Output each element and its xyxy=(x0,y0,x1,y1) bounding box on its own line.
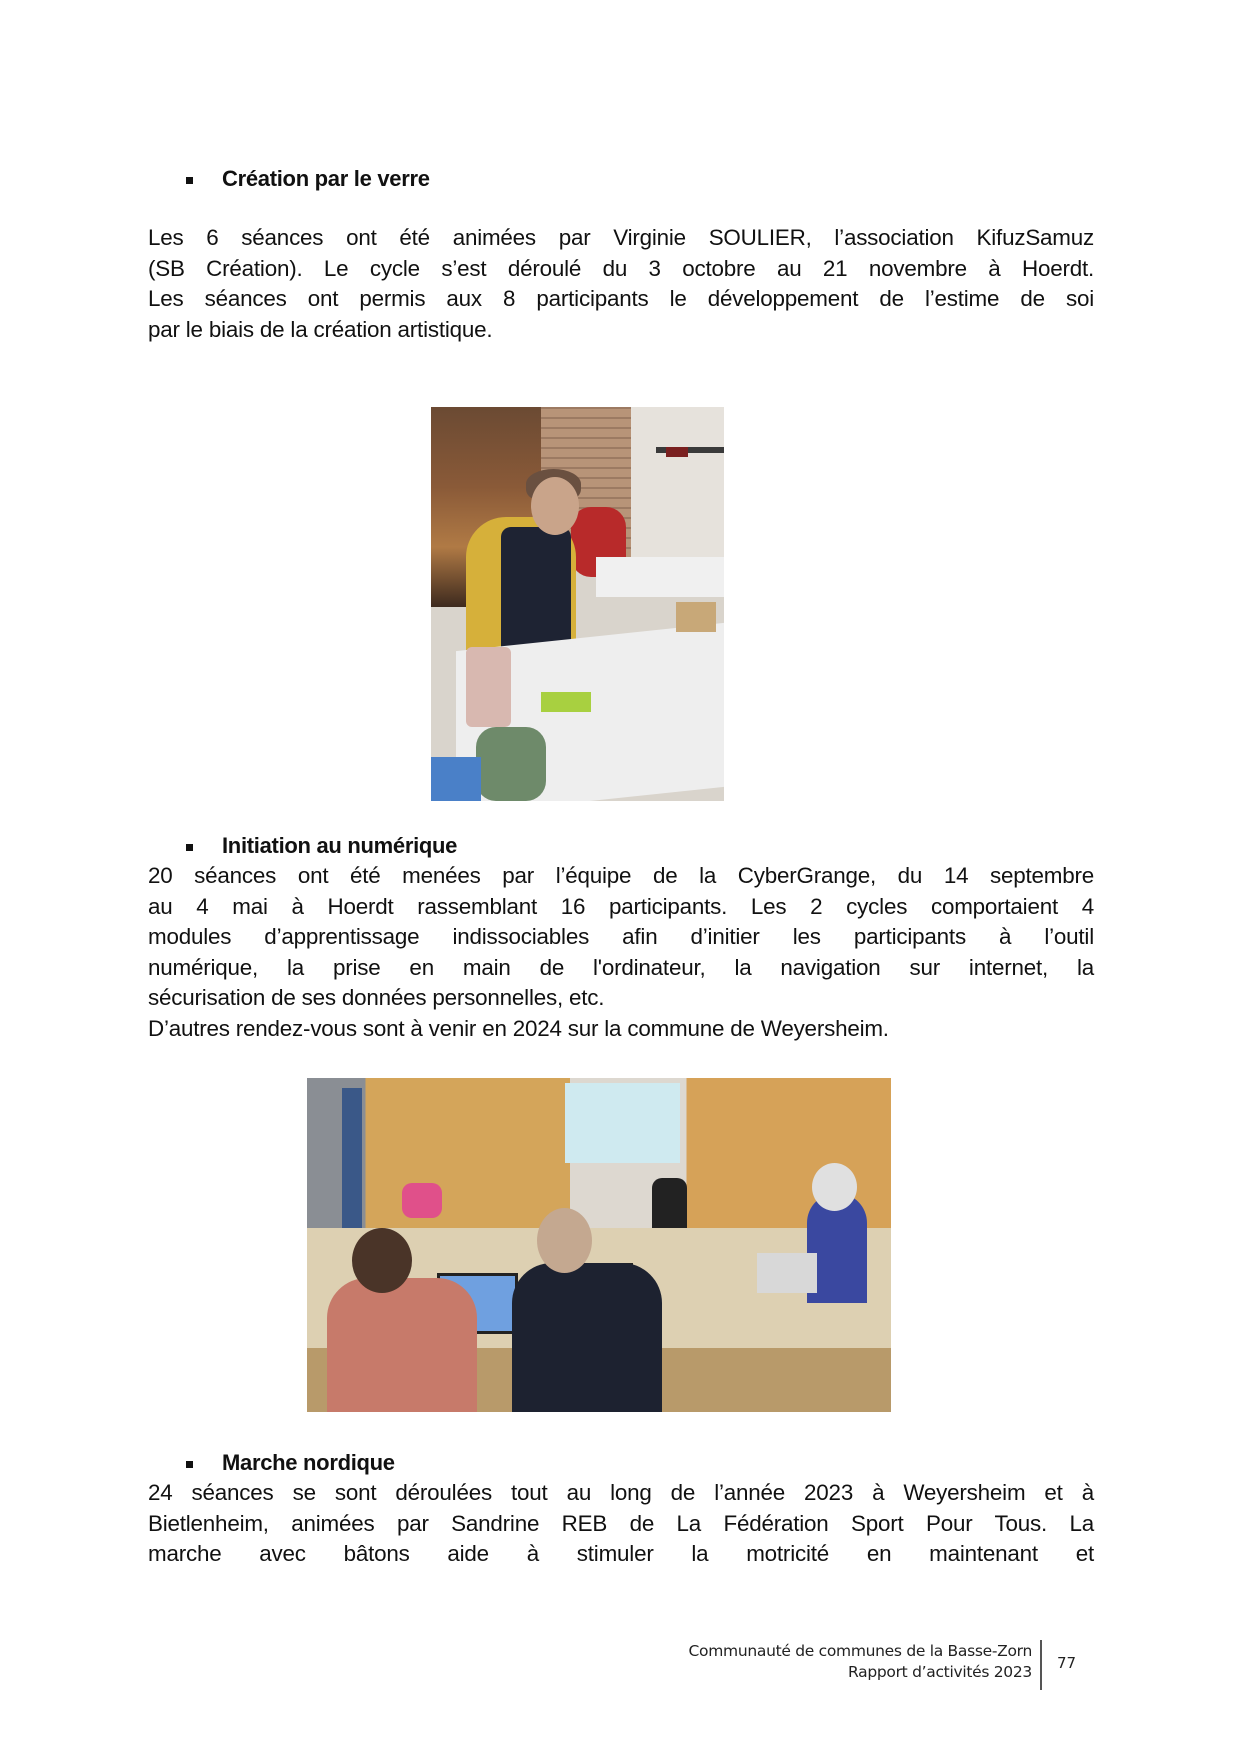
page-footer xyxy=(689,1641,1032,1683)
paragraph-line: par le biais de la création artistique. xyxy=(148,316,493,342)
bullet-square-icon xyxy=(186,1461,193,1468)
heading-text: Création par le verre xyxy=(222,166,430,191)
paragraph-line: au 4 mai à Hoerdt rassemblant 16 participants. Les 2 cycles comportaient 4 xyxy=(148,893,1094,919)
paragraph-line: 24 séances se sont déroulées tout au long de l’année 2023 à Weyersheim et à xyxy=(148,1480,1094,1505)
paragraph-line: modules d’apprentissage indissociables afin d’initier les participants à l’outil xyxy=(148,924,1094,950)
footer-report-title: Rapport d’activités 2023 xyxy=(848,1663,1032,1681)
footer-divider xyxy=(1040,1640,1042,1690)
heading-text: Marche nordique xyxy=(222,1450,395,1475)
paragraph-marche-nordique xyxy=(148,1478,1094,1570)
footer-organization: Communauté de communes de la Basse-Zorn xyxy=(688,1642,1032,1660)
page-number: 77 xyxy=(1057,1654,1077,1672)
paragraph-line: Bietlenheim, animées par Sandrine REB de La Fédération Sport Pour Tous. La xyxy=(148,1510,1094,1536)
paragraph-initiation-numerique xyxy=(148,861,1094,1045)
bullet-square-icon xyxy=(186,844,193,851)
bullet-square-icon xyxy=(186,177,193,184)
section-heading-marche-nordique xyxy=(186,1448,395,1478)
glass-workshop-photo xyxy=(431,407,724,801)
digital-class-photo xyxy=(307,1078,891,1412)
section-heading-initiation-numerique xyxy=(186,831,457,861)
heading-text: Initiation au numérique xyxy=(222,833,458,858)
paragraph-line: 20 séances ont été menées par l’équipe de la CyberGrange, du 14 septembre xyxy=(148,863,1094,888)
paragraph-line: sécurisation de ses données personnelles, etc. xyxy=(148,985,605,1011)
paragraph-line: Les 6 séances ont été animées par Virginie SOULIER, l’association KifuzSamuz xyxy=(148,225,1094,250)
section-heading-creation-verre xyxy=(186,164,430,194)
paragraph-line: marche avec bâtons aide à stimuler la motricité en maintenant et xyxy=(148,1541,1094,1567)
paragraph-creation-verre xyxy=(148,223,1094,345)
paragraph-line: (SB Création). Le cycle s’est déroulé du 3 octobre au 21 novembre à Hoerdt. xyxy=(148,255,1094,281)
paragraph-line: D’autres rendez-vous sont à venir en 2024 sur la commune de Weyersheim. xyxy=(148,1015,889,1041)
paragraph-line: Les séances ont permis aux 8 participants le développement de l’estime de soi xyxy=(148,286,1094,312)
paragraph-line: numérique, la prise en main de l'ordinateur, la navigation sur internet, la xyxy=(148,954,1094,980)
